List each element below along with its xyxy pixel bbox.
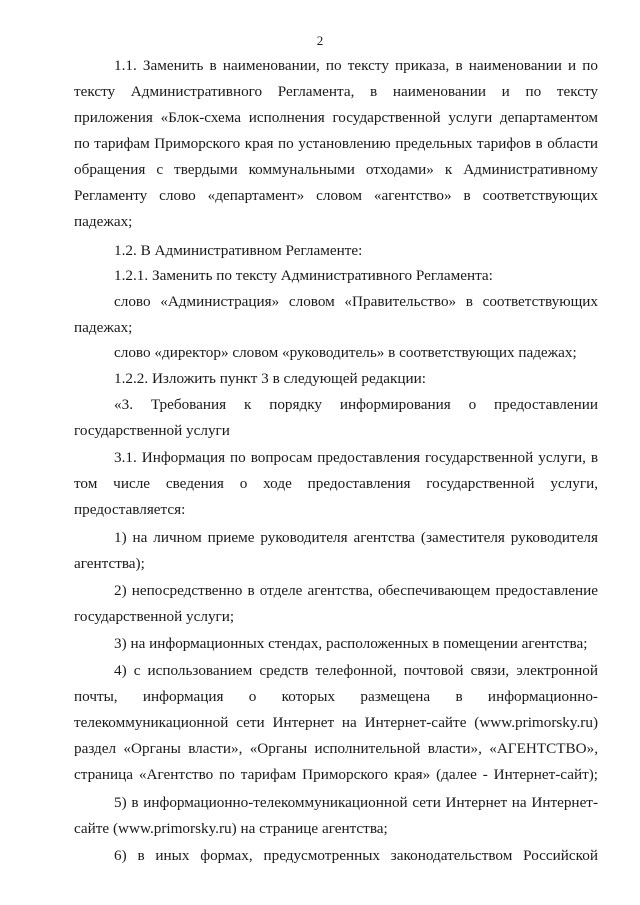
text-line: 3.1. Информация по вопросам предоставления государственной услуги, в bbox=[114, 449, 598, 466]
text-line: 3) на информационных стендах, расположенных в помещении агентства; bbox=[114, 635, 588, 652]
text-line: государственной услуги bbox=[74, 422, 230, 439]
text-line: сайте (www.primorsky.ru) на странице агентства; bbox=[74, 820, 388, 837]
text-line: слово «Администрация» словом «Правительство» в соответствующих bbox=[114, 293, 598, 310]
text-line: по тарифам Приморского края по установлению предельных тарифов в области bbox=[74, 135, 598, 152]
text-line: приложения «Блок-схема исполнения государственной услуги департаментом bbox=[74, 109, 598, 126]
text-line: 5) в информационно-телекоммуникационной сети Интернет на Интернет- bbox=[114, 794, 598, 811]
text-line: телекоммуникационной сети Интернет на Интернет-сайте (www.primorsky.ru) bbox=[74, 714, 598, 731]
text-line: 6) в иных формах, предусмотренных законодательством Российской bbox=[114, 847, 598, 864]
page-number: 2 bbox=[316, 33, 324, 48]
text-line: 1) на личном приеме руководителя агентства (заместителя руководителя bbox=[114, 529, 598, 546]
text-line: обращения с твердыми коммунальными отходами» к Административному bbox=[74, 161, 598, 178]
text-line: 1.1. Заменить в наименовании, по тексту приказа, в наименовании и по bbox=[114, 57, 598, 74]
text-line: «3. Требования к порядку информирования о предоставлении bbox=[114, 396, 598, 413]
text-line: падежах; bbox=[74, 319, 133, 336]
text-line: Регламенту слово «департамент» словом «агентство» в соответствующих bbox=[74, 187, 598, 204]
text-line: 4) с использованием средств телефонной, почтовой связи, электронной bbox=[114, 662, 598, 679]
text-line: 1.2.2. Изложить пункт 3 в следующей редакции: bbox=[114, 370, 427, 387]
text-line: страница «Агентство по тарифам Приморского края» (далее - Интернет-сайт); bbox=[74, 766, 598, 783]
text-line: почты, информация о которых размещена в информационно- bbox=[74, 688, 598, 705]
text-line: 2) непосредственно в отделе агентства, обеспечивающем предоставление bbox=[114, 582, 598, 599]
text-line: падежах; bbox=[74, 213, 133, 230]
text-line: 1.2.1. Заменить по тексту Административного Регламента: bbox=[114, 267, 493, 284]
text-line: государственной услуги; bbox=[74, 608, 235, 625]
text-line: тексту Административного Регламента, в наименовании и по тексту bbox=[74, 83, 598, 100]
text-line: агентства); bbox=[74, 555, 145, 572]
text-line: 1.2. В Административном Регламенте: bbox=[114, 242, 363, 259]
text-line: предоставляется: bbox=[74, 501, 186, 518]
text-line: слово «директор» словом «руководитель» в соответствующих падежах; bbox=[114, 344, 577, 361]
text-line: раздел «Органы власти», «Органы исполнительной власти», «АГЕНТСТВО», bbox=[74, 740, 598, 757]
text-line: том числе сведения о ходе предоставления государственной услуги, bbox=[74, 475, 598, 492]
